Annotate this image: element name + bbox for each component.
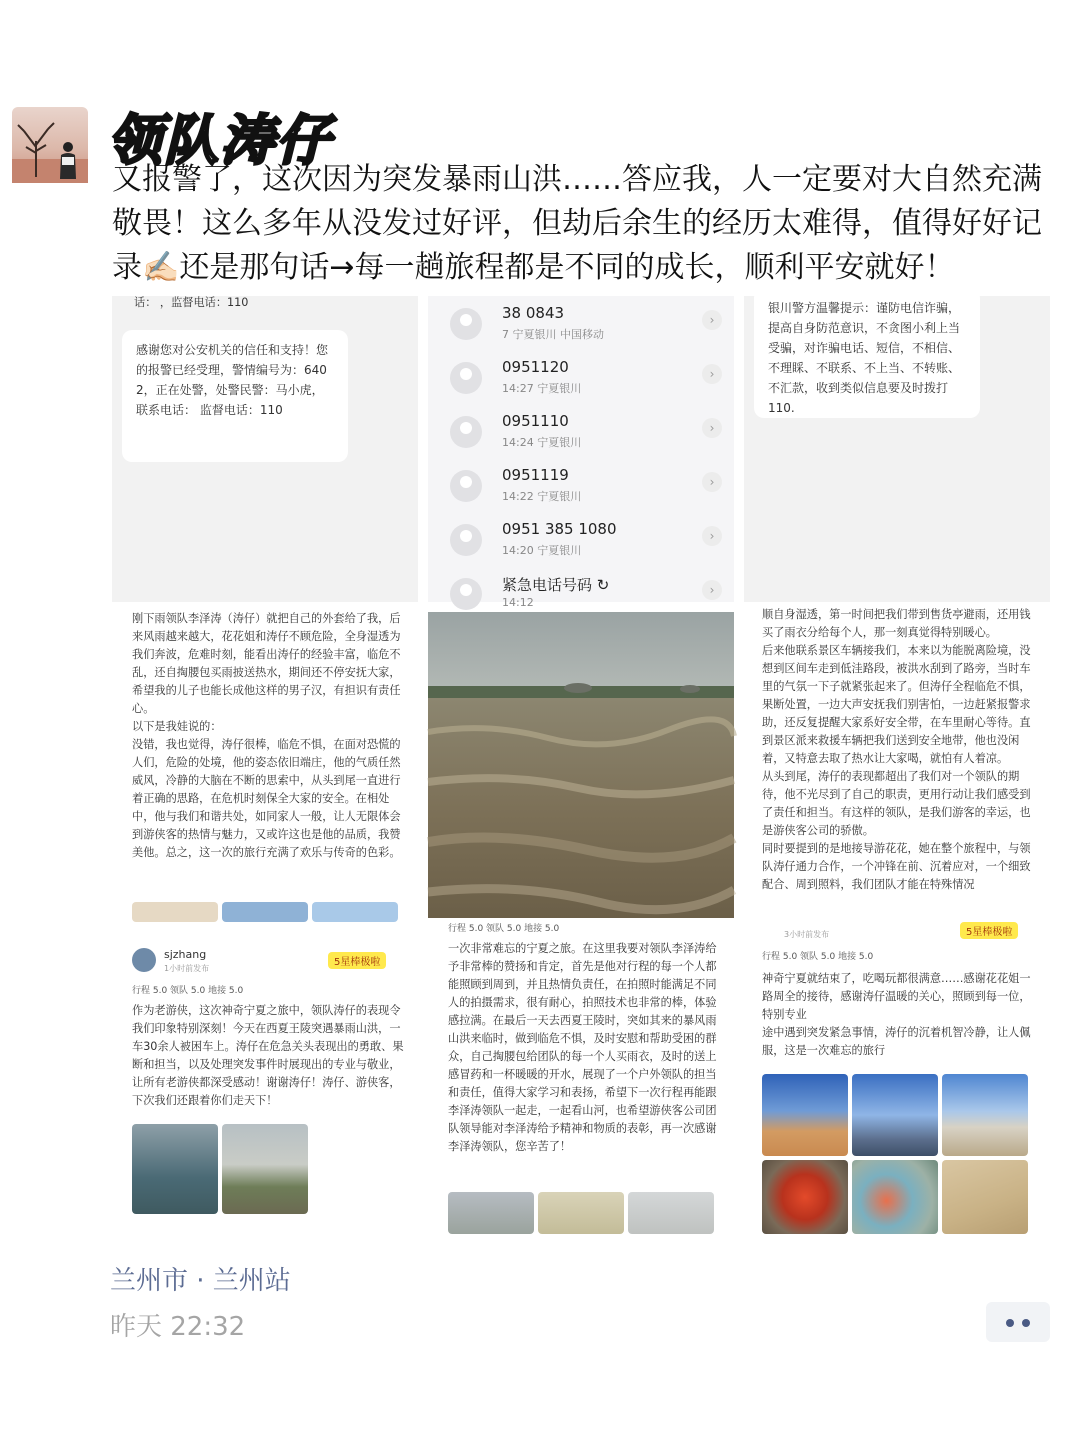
review-time: 1小时前发布: [164, 964, 210, 973]
chevron-right-icon: ›: [702, 364, 722, 384]
avatar-image: [12, 107, 88, 183]
location-link[interactable]: 兰州市 · 兰州站: [110, 1266, 291, 1296]
review-photo-red-formation: [762, 1160, 848, 1234]
review-scores: 行程 5.0 领队 5.0 地接 5.0: [762, 952, 874, 962]
call-detail: 14:20 宁夏银川: [502, 544, 582, 557]
review-thumbnail: [448, 1192, 534, 1234]
review-thumbnail: [628, 1192, 714, 1234]
review-photo-sand: [942, 1160, 1028, 1234]
call-number: 紧急电话号码 ↻: [502, 576, 610, 594]
call-row: [442, 300, 722, 350]
review-text: 顺自身湿透，第一时间把我们带到售货亭避雨，还用钱买了雨衣分给每个人，那一刻真觉得特别暖心。 后来他联系景区车辆接我们，本来以为能脱离险境，没想到区间车走到低洼路段，被洪水刮到了路旁，当时车里的气氛一下子就紧张起来了。但涛仔全程临危不惧，果断处置，一边大声安抚我们别害怕，一边赶紧报警求助，还反复提醒大家系好安全带，在车里耐心等待。直到景区派来救援车辆把我们送到安全地带，他也没闲着，又特意去取了热水让大家喝，就怕有人着凉。 从头到尾，涛仔的表现都超出了我们对一个领队的期待，他不光尽到了自己的职责，更用行动让我们感受到了责任和担当。有这样的领队，是我们游客的幸运，也是游侠客公司的骄傲。 同时要提到的是地接导游花花，她在整个旅程中，与领队涛仔通力合作，一个冲锋在前、沉着应对，一个细致配合、周到照料，我们团队才能在特殊情况: [762, 608, 1031, 891]
chevron-right-icon: ›: [702, 418, 722, 438]
chevron-right-icon: ›: [702, 526, 722, 546]
grid-image-review-2[interactable]: [744, 608, 1050, 918]
reviewer-avatar: [132, 948, 156, 972]
review-photo-dishes: [942, 1074, 1028, 1156]
post-text: 又报警了，这次因为突发暴雨山洪……答应我，人一定要对大自然充满敬畏！这么多年从没发过好评，但劫后余生的经历太难得，值得好好记录✍🏻还是那句话→每一趟旅程都是不同的成长，顺利平安就好！: [112, 162, 1042, 285]
review-photo-bus: [222, 1124, 308, 1214]
review-scores: 行程 5.0 领队 5.0 地接 5.0: [132, 986, 244, 996]
review-thumbnail: [132, 902, 218, 922]
review-thumbnail: [538, 1192, 624, 1234]
call-row: [442, 516, 722, 566]
contact-icon: [450, 578, 482, 610]
grid-image-review-4[interactable]: [428, 924, 734, 1234]
call-detail: 14:12: [502, 596, 534, 609]
review-text: 神奇宁夏就结束了，吃喝玩都很满意……感谢花花姐一路周全的接待，感谢涛仔温暖的关心，照顾到每一位，特别专业 途中遇到突发紧急事情，涛仔的沉着机智冷静，让人佩服，这是一次难忘的旅行: [762, 972, 1031, 1057]
review-thumbnail: [312, 902, 398, 922]
review-text: 刚下雨领队李泽涛（涛仔）就把自己的外套给了我，后来风雨越来越大，花花姐和涛仔不顾危险，全身湿透为我们奔波，危难时刻，能看出涛仔的经验丰富，临危不乱，还自掏腰包买雨披送热水，期间还不停安抚大家，希望我的儿子也能长成他这样的男子汉，有担识有责任心。 以下是我娃说的： 没错，我也觉得，涛仔很棒，临危不惧，在面对恐慌的人们，危险的处境，他的姿态依旧端庄，他的气质任然威风，冷静的大脑在不断的思索中，从头到尾一直进行着正确的思路，在危机时刻保全大家的安全。在相处中，他与我们和谐共处，如同家人一般，让人无限体会到游侠客的热情与魅力，又或许这也是他的品质，我赞美他。总之，这一次的旅行充满了欢乐与传奇的色彩。: [132, 612, 401, 859]
chevron-right-icon: ›: [702, 472, 722, 492]
call-row: [442, 354, 722, 404]
call-number: 0951 385 1080: [502, 520, 617, 538]
contact-icon: [450, 470, 482, 502]
call-detail: 14:24 宁夏银川: [502, 436, 582, 449]
chevron-right-icon: ›: [702, 580, 722, 600]
call-detail: 7 宁夏银川 中国移动: [502, 328, 604, 341]
grid-image-review-3[interactable]: [112, 928, 418, 1234]
contact-icon: [450, 524, 482, 556]
post-time: 昨天 22:32: [110, 1312, 246, 1342]
review-text: 一次非常难忘的宁夏之旅。在这里我要对领队李泽涛给予非常棒的赞扬和肯定，首先是他对行程的每一个人都能照顾到周到，并且热情负责任，在拍照时能满足不同人的拍摄需求，很有耐心，拍照技术也非常的棒，体验感拉满。在最后一天去西夏王陵时，突如其来的暴风雨山洪来临时，做到临危不惧，及时安慰和帮助受困的群众，自己掏腰包给团队的每一个人买雨衣，及时的送上感冒药和一杯暖暖的开水，展现了一个户外领队的担当和责任，值得大家学习和表扬，希望下一次行程再能跟李泽涛领队一起走，一起看山河，也希望游侠客公司团队领导能对李泽涛给予精神和物质的表彰，再一次感谢李泽涛领队，您辛苦了！: [448, 942, 717, 1153]
rating-badge: 5星棒极啦: [960, 922, 1018, 939]
call-number: 0951119: [502, 466, 569, 484]
review-text: 作为老游侠，这次神奇宁夏之旅中，领队涛仔的表现令我们印象特别深刻！今天在西夏王陵突遇暴雨山洪，一车30余人被困车上。涛仔在危急关头表现出的勇敢、果断和担当，以及处理突发事件时展现出的专业与敬业，让所有老游侠都深受感动！谢谢涛仔！涛仔、游侠客，下次我们还跟着你们走天下！: [132, 1004, 404, 1107]
dot-icon: [1006, 1319, 1014, 1327]
call-number: 0951110: [502, 412, 569, 430]
review-time: 3小时前发布: [784, 930, 830, 939]
sms-bubble: [754, 288, 980, 418]
contact-icon: [450, 308, 482, 340]
contact-icon: [450, 362, 482, 394]
grid-image-sms-receipt[interactable]: [112, 296, 418, 602]
grid-image-call-log[interactable]: [428, 296, 734, 609]
review-thumbnail: [222, 902, 308, 922]
reviewer-name: sjzhang: [164, 948, 207, 961]
call-detail: 14:22 宁夏银川: [502, 490, 582, 503]
rating-badge: 5星棒极啦: [328, 952, 386, 969]
grid-image-flood-photo[interactable]: [428, 612, 734, 918]
sms-top-line: 话： ，监督电话：110: [134, 296, 249, 309]
review-photo-flood: [132, 1124, 218, 1214]
image-grid: [112, 296, 1050, 1234]
grid-image-review-5[interactable]: [744, 928, 1050, 1234]
author-nickname[interactable]: 领队涛仔: [108, 109, 332, 172]
dot-icon: [1022, 1319, 1030, 1327]
avatar[interactable]: [12, 107, 88, 183]
sms-top-line: 银川警方温馨提示：谨防电信诈骗，: [768, 301, 961, 315]
contact-icon: [450, 416, 482, 448]
review-photo-aerial: [852, 1160, 938, 1234]
chevron-right-icon: ›: [702, 310, 722, 330]
grid-image-review-1[interactable]: [112, 612, 418, 918]
sms-body: 提高自身防范意识，不贪图小利上当受骗，对诈骗电话、短信，不相信、不理睬、不联系、不上当、不转账、不汇款，收到类似信息要及时拨打110.: [768, 321, 961, 415]
sms-body: 感谢您对公安机关的信任和支持！您的报警已经受理，警情编号为：640 2，正在处警，处警民警：马小虎，联系电话： 监督电话：110: [136, 343, 329, 417]
call-row: [442, 462, 722, 512]
flood-photo: [428, 612, 734, 918]
more-actions-button[interactable]: [986, 1302, 1050, 1342]
call-number: 0951120: [502, 358, 569, 376]
grid-image-police-sms[interactable]: [744, 296, 1050, 602]
review-photo-lake: [852, 1074, 938, 1156]
call-row: [442, 408, 722, 458]
call-detail: 14:27 宁夏银川: [502, 382, 582, 395]
sms-bubble: [122, 330, 348, 462]
review-scores: 行程 5.0 领队 5.0 地接 5.0: [448, 924, 560, 934]
call-number: 38 0843: [502, 304, 565, 322]
review-photo-desert: [762, 1074, 848, 1156]
